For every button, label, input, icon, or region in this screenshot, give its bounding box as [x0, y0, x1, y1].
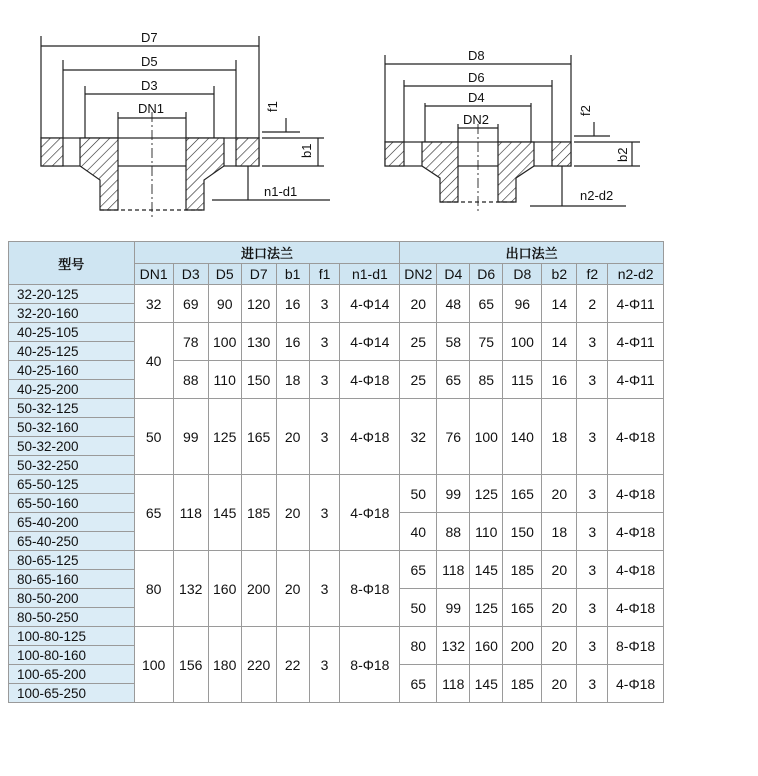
- outlet-cell: 145: [470, 665, 503, 703]
- outlet-cell: 58: [437, 323, 470, 361]
- model-cell: 40-25-105: [9, 323, 135, 342]
- outlet-cell: 118: [437, 665, 470, 703]
- model-cell: 80-65-160: [9, 570, 135, 589]
- outlet-cell: 4-Φ18: [608, 665, 664, 703]
- model-cell: 100-65-200: [9, 665, 135, 684]
- model-cell: 100-80-125: [9, 627, 135, 646]
- inlet-cell: 180: [208, 627, 241, 703]
- outlet-cell: 20: [542, 627, 577, 665]
- outlet-cell: 99: [437, 475, 470, 513]
- table-row: [9, 399, 664, 418]
- column-header: n1-d1: [340, 264, 400, 285]
- inlet-cell: 125: [208, 399, 241, 475]
- outlet-cell: 185: [503, 665, 542, 703]
- inlet-flange-header: 进口法兰: [134, 242, 400, 264]
- label-d4: D4: [468, 90, 485, 105]
- inlet-cell: 185: [241, 475, 276, 551]
- inlet-cell: 160: [208, 551, 241, 627]
- column-header: D4: [437, 264, 470, 285]
- outlet-cell: 76: [437, 399, 470, 475]
- outlet-cell: 20: [542, 551, 577, 589]
- outlet-cell: 115: [503, 361, 542, 399]
- model-cell: 50-32-200: [9, 437, 135, 456]
- model-cell: 32-20-125: [9, 285, 135, 304]
- inlet-cell: 3: [309, 627, 340, 703]
- inlet-cell: 150: [241, 361, 276, 399]
- dn1-cell: 40: [134, 323, 173, 399]
- outlet-cell: 118: [437, 551, 470, 589]
- column-header: DN1: [134, 264, 173, 285]
- outlet-flange-header: 出口法兰: [400, 242, 664, 264]
- label-d3: D3: [141, 78, 158, 93]
- outlet-cell: 4-Φ18: [608, 399, 664, 475]
- outlet-cell: 25: [400, 323, 437, 361]
- label-d5: D5: [141, 54, 158, 69]
- outlet-cell: 65: [470, 285, 503, 323]
- inlet-cell: 3: [309, 323, 340, 361]
- outlet-cell: 200: [503, 627, 542, 665]
- model-cell: 100-80-160: [9, 646, 135, 665]
- outlet-cell: 4-Φ18: [608, 551, 664, 589]
- outlet-cell: 185: [503, 551, 542, 589]
- inlet-cell: 8-Φ18: [340, 627, 400, 703]
- outlet-cell: 4-Φ11: [608, 285, 664, 323]
- column-header: n2-d2: [608, 264, 664, 285]
- outlet-cell: 32: [400, 399, 437, 475]
- inlet-cell: 4-Φ18: [340, 399, 400, 475]
- model-cell: 40-25-125: [9, 342, 135, 361]
- inlet-cell: 156: [173, 627, 208, 703]
- outlet-cell: 18: [542, 513, 577, 551]
- outlet-cell: 14: [542, 285, 577, 323]
- table-row: [9, 551, 664, 570]
- dn1-cell: 65: [134, 475, 173, 551]
- outlet-cell: 100: [470, 399, 503, 475]
- outlet-cell: 4-Φ11: [608, 361, 664, 399]
- model-cell: 40-25-200: [9, 380, 135, 399]
- inlet-cell: 4-Φ14: [340, 285, 400, 323]
- inlet-cell: 69: [173, 285, 208, 323]
- label-n1-d1: n1-d1: [264, 184, 298, 199]
- inlet-cell: 16: [276, 285, 309, 323]
- model-cell: 65-40-250: [9, 532, 135, 551]
- inlet-cell: 3: [309, 285, 340, 323]
- inlet-cell: 88: [173, 361, 208, 399]
- inlet-cell: 132: [173, 551, 208, 627]
- inlet-cell: 22: [276, 627, 309, 703]
- outlet-cell: 20: [542, 665, 577, 703]
- outlet-cell: 125: [470, 475, 503, 513]
- inlet-cell: 110: [208, 361, 241, 399]
- inlet-cell: 99: [173, 399, 208, 475]
- outlet-cell: 4-Φ11: [608, 323, 664, 361]
- outlet-cell: 20: [542, 589, 577, 627]
- inlet-cell: 90: [208, 285, 241, 323]
- table-row: [9, 627, 664, 646]
- outlet-cell: 3: [577, 589, 608, 627]
- table-row: [9, 475, 664, 494]
- outlet-cell: 20: [400, 285, 437, 323]
- outlet-cell: 132: [437, 627, 470, 665]
- outlet-cell: 3: [577, 361, 608, 399]
- inlet-cell: 220: [241, 627, 276, 703]
- label-n2-d2: n2-d2: [580, 188, 614, 203]
- outlet-cell: 3: [577, 627, 608, 665]
- outlet-cell: 165: [503, 589, 542, 627]
- outlet-cell: 150: [503, 513, 542, 551]
- dn1-cell: 100: [134, 627, 173, 703]
- model-header: 型号: [9, 242, 135, 285]
- outlet-cell: 140: [503, 399, 542, 475]
- outlet-cell: 25: [400, 361, 437, 399]
- model-cell: 65-40-200: [9, 513, 135, 532]
- column-header: b1: [276, 264, 309, 285]
- dn1-cell: 32: [134, 285, 173, 323]
- label-dn2: DN2: [463, 112, 490, 127]
- outlet-cell: 100: [503, 323, 542, 361]
- model-cell: 80-65-125: [9, 551, 135, 570]
- label-d8: D8: [468, 48, 485, 63]
- outlet-cell: 3: [577, 475, 608, 513]
- outlet-cell: 40: [400, 513, 437, 551]
- outlet-cell: 48: [437, 285, 470, 323]
- inlet-cell: 78: [173, 323, 208, 361]
- model-cell: 50-32-125: [9, 399, 135, 418]
- outlet-cell: 160: [470, 627, 503, 665]
- outlet-cell: 125: [470, 589, 503, 627]
- outlet-cell: 96: [503, 285, 542, 323]
- outlet-cell: 50: [400, 475, 437, 513]
- outlet-cell: 20: [542, 475, 577, 513]
- inlet-cell: 4-Φ14: [340, 323, 400, 361]
- label-f1: f1: [265, 101, 280, 112]
- label-dn1: DN1: [138, 101, 165, 116]
- outlet-cell: 4-Φ18: [608, 475, 664, 513]
- outlet-cell: 65: [400, 665, 437, 703]
- outlet-cell: 80: [400, 627, 437, 665]
- inlet-cell: 145: [208, 475, 241, 551]
- label-b2: b2: [615, 147, 630, 162]
- inlet-cell: 120: [241, 285, 276, 323]
- column-header: D5: [208, 264, 241, 285]
- label-d7: D7: [141, 30, 158, 45]
- outlet-cell: 3: [577, 551, 608, 589]
- outlet-cell: 3: [577, 665, 608, 703]
- inlet-cell: 3: [309, 399, 340, 475]
- outlet-cell: 14: [542, 323, 577, 361]
- column-header: b2: [542, 264, 577, 285]
- table-row: [9, 285, 664, 304]
- outlet-cell: 145: [470, 551, 503, 589]
- outlet-cell: 4-Φ18: [608, 513, 664, 551]
- inlet-cell: 3: [309, 551, 340, 627]
- label-b1: b1: [299, 143, 314, 158]
- outlet-cell: 8-Φ18: [608, 627, 664, 665]
- outlet-drawing-labels: [463, 48, 630, 203]
- inlet-cell: 20: [276, 475, 309, 551]
- inlet-drawing-labels: [138, 30, 314, 199]
- label-f2: f2: [578, 105, 593, 116]
- outlet-cell: 65: [400, 551, 437, 589]
- table-row: [9, 323, 664, 342]
- outlet-cell: 2: [577, 285, 608, 323]
- outlet-cell: 165: [503, 475, 542, 513]
- flange-spec-table: [8, 241, 664, 703]
- model-cell: 50-32-250: [9, 456, 135, 475]
- table-row: [9, 361, 664, 380]
- outlet-cell: 88: [437, 513, 470, 551]
- inlet-cell: 130: [241, 323, 276, 361]
- model-cell: 32-20-160: [9, 304, 135, 323]
- column-header: f2: [577, 264, 608, 285]
- inlet-cell: 3: [309, 361, 340, 399]
- outlet-cell: 65: [437, 361, 470, 399]
- outlet-cell: 18: [542, 399, 577, 475]
- label-d6: D6: [468, 70, 485, 85]
- model-cell: 80-50-250: [9, 608, 135, 627]
- outlet-cell: 3: [577, 323, 608, 361]
- inlet-cell: 200: [241, 551, 276, 627]
- column-header: D3: [173, 264, 208, 285]
- dn1-cell: 80: [134, 551, 173, 627]
- inlet-cell: 3: [309, 475, 340, 551]
- column-header: f1: [309, 264, 340, 285]
- flange-drawings: [0, 0, 758, 238]
- inlet-cell: 8-Φ18: [340, 551, 400, 627]
- model-cell: 40-25-160: [9, 361, 135, 380]
- inlet-cell: 100: [208, 323, 241, 361]
- outlet-cell: 110: [470, 513, 503, 551]
- model-cell: 100-65-250: [9, 684, 135, 703]
- table-body: [9, 285, 664, 703]
- model-cell: 80-50-200: [9, 589, 135, 608]
- outlet-cell: 85: [470, 361, 503, 399]
- inlet-cell: 4-Φ18: [340, 475, 400, 551]
- column-header: D6: [470, 264, 503, 285]
- inlet-cell: 118: [173, 475, 208, 551]
- outlet-cell: 3: [577, 513, 608, 551]
- inlet-cell: 20: [276, 399, 309, 475]
- outlet-cell: 50: [400, 589, 437, 627]
- model-cell: 65-50-125: [9, 475, 135, 494]
- inlet-cell: 18: [276, 361, 309, 399]
- outlet-cell: 16: [542, 361, 577, 399]
- column-header: D7: [241, 264, 276, 285]
- outlet-cell: 99: [437, 589, 470, 627]
- outlet-cell: 3: [577, 399, 608, 475]
- model-cell: 65-50-160: [9, 494, 135, 513]
- outlet-cell: 4-Φ18: [608, 589, 664, 627]
- model-cell: 50-32-160: [9, 418, 135, 437]
- outlet-cell: 75: [470, 323, 503, 361]
- column-header: DN2: [400, 264, 437, 285]
- column-header: D8: [503, 264, 542, 285]
- dn1-cell: 50: [134, 399, 173, 475]
- inlet-cell: 20: [276, 551, 309, 627]
- inlet-cell: 16: [276, 323, 309, 361]
- inlet-cell: 4-Φ18: [340, 361, 400, 399]
- inlet-cell: 165: [241, 399, 276, 475]
